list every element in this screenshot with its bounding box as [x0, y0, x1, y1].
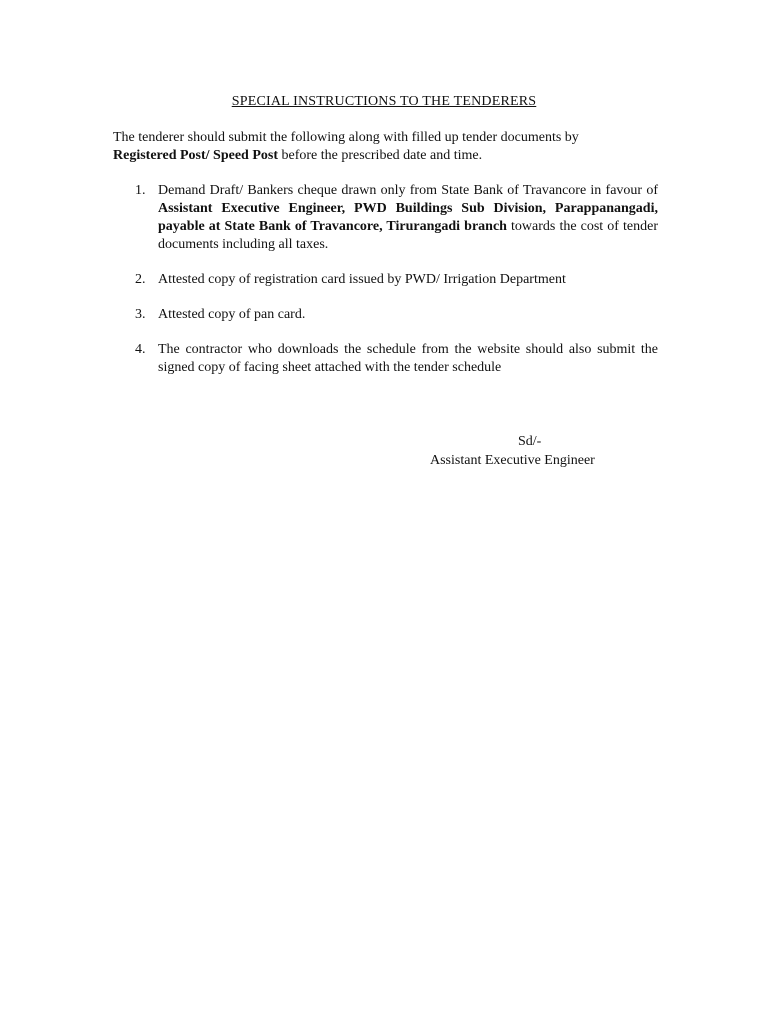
- intro-text-after: before the prescribed date and time.: [278, 148, 483, 163]
- signer-designation: Assistant Executive Engineer: [430, 453, 595, 468]
- item-text-part: towards the cost of tender documents including all taxes.: [158, 219, 658, 252]
- list-item: [113, 182, 658, 254]
- item-text: The contractor who downloads the schedule from the website should also submit the signed copy of facing sheet attached with the tender schedule: [158, 342, 658, 375]
- list-item: [113, 306, 658, 324]
- item-number: 3.: [135, 307, 146, 322]
- signature-sd: Sd/-: [518, 434, 542, 449]
- intro-paragraph: [113, 129, 673, 165]
- instructions-list: [113, 182, 658, 394]
- item-bold-text: Assistant Executive Engineer, PWD Buildings Sub Division, Parappanangadi, payable at State Bank of Travancore, Tirurangadi branch: [158, 201, 658, 234]
- item-text: [158, 182, 658, 254]
- item-number: 1.: [135, 183, 146, 198]
- item-text: Attested copy of registration card issued by PWD/ Irrigation Department: [158, 272, 566, 287]
- intro-text: The tenderer should submit the following along with filled up tender documents by: [113, 130, 579, 145]
- list-item: [113, 341, 658, 377]
- item-text-part: Demand Draft/ Bankers cheque drawn only from State Bank of Travancore in favour of: [158, 183, 658, 198]
- item-number: 4.: [135, 342, 146, 357]
- item-text: Attested copy of pan card.: [158, 307, 306, 322]
- document-title: SPECIAL INSTRUCTIONS TO THE TENDERERS: [231, 94, 537, 109]
- item-number: 2.: [135, 272, 146, 287]
- list-item: [113, 271, 658, 289]
- intro-bold-text: Registered Post/ Speed Post: [113, 148, 278, 163]
- signature-block: [390, 432, 650, 470]
